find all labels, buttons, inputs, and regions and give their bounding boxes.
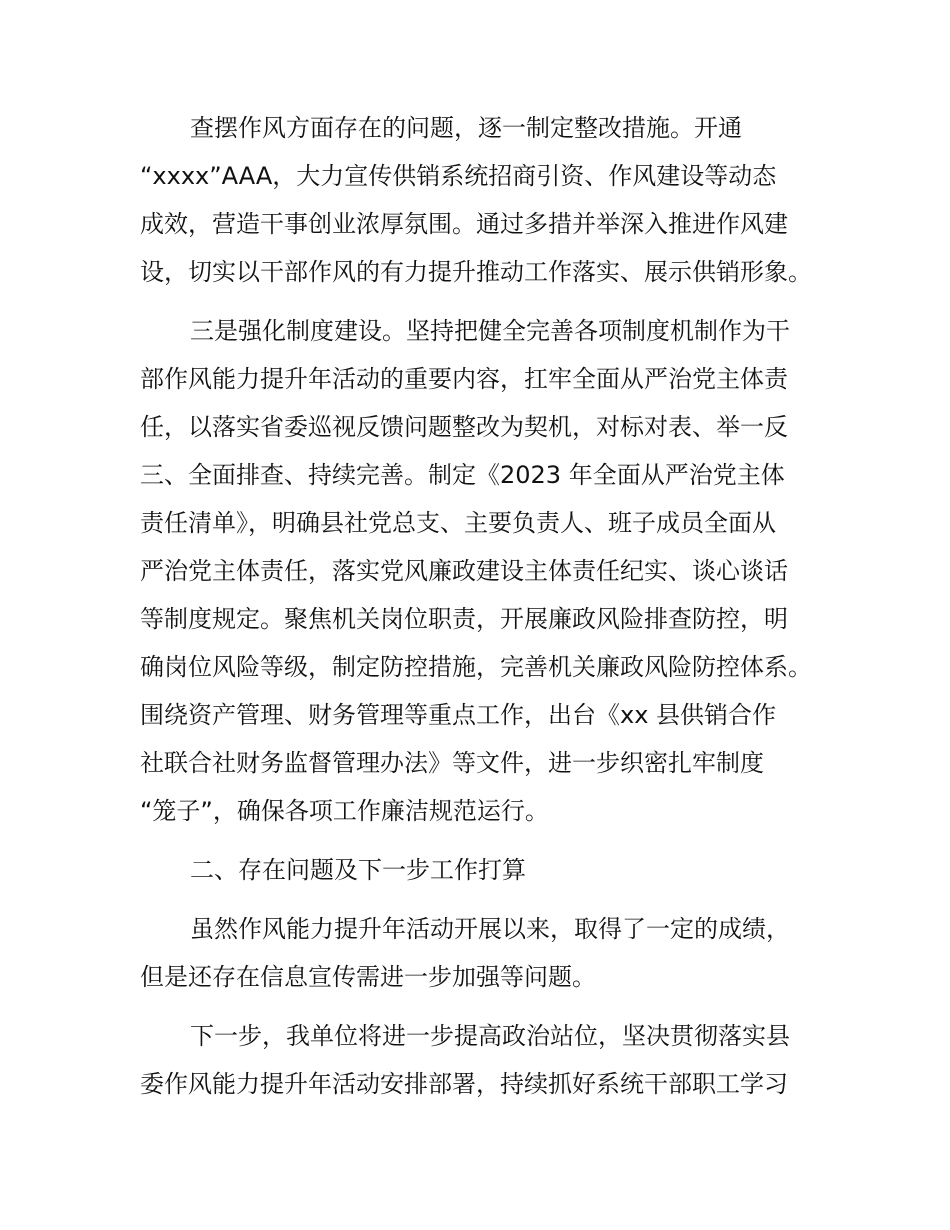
document-body [140,104,820,1119]
text-line: 但是还存在信息宣传需进一步加强等问题。 [140,963,596,991]
text-line: 下一步，我单位将进一步提高政治站位，坚决贯彻落实县 [190,1022,790,1050]
text-line: 设，切实以干部作风的有力提升推动工作落实、展示供销形象。 [140,258,812,286]
text-line: 严治党主体责任，落实党风廉政建设主体责任纪实、谈心谈话 [140,557,788,585]
text-line: 任，以落实省委巡视反馈问题整改为契机，对标对表、举一反 [140,413,788,441]
text-line: “笼子”，确保各项工作廉洁规范运行。 [140,797,549,825]
text-line: 成效，营造干事创业浓厚氛围。通过多措并举深入推进作风建 [140,210,788,238]
text-line: 查摆作风方面存在的问题，逐一制定整改措施。开通 [190,114,742,142]
paragraph-system-building [140,307,820,835]
text-line: 社联合社财务监督管理办法》等文件，进一步织密扎牢制度 [140,749,764,777]
text-line: 虽然作风能力提升年活动开展以来，取得了一定的成绩， [190,915,790,943]
paragraph-existing-problems [140,905,820,1001]
text-line: 部作风能力提升年活动的重要内容，扛牢全面从严治党主体责 [140,365,788,393]
paragraph-rectification-measures [140,104,820,296]
text-line: 围绕资产管理、财务管理等重点工作，出台《xx 县供销合作 [140,701,777,729]
paragraph-next-steps [140,1012,820,1108]
text-line: 等制度规定。聚焦机关岗位职责，开展廉政风险排查防控，明 [140,605,788,633]
text-line: 委作风能力提升年活动安排部署，持续抓好系统干部职工学习 [140,1070,788,1098]
text-line: 责任清单》，明确县社党总支、主要负责人、班子成员全面从 [140,509,776,537]
section-heading-problems-and-plans [140,846,820,894]
text-line: 确岗位风险等级，制定防控措施，完善机关廉政风险防控体系。 [140,653,812,681]
text-line: 三是强化制度建设。坚持把健全完善各项制度机制作为干 [190,317,790,345]
heading-line: 二、存在问题及下一步工作打算 [190,856,526,884]
text-line: “xxxx”AAA，大力宣传供销系统招商引资、作风建设等动态 [140,162,777,190]
text-line: 三、全面排查、持续完善。制定《2023 年全面从严治党主体 [140,461,785,489]
